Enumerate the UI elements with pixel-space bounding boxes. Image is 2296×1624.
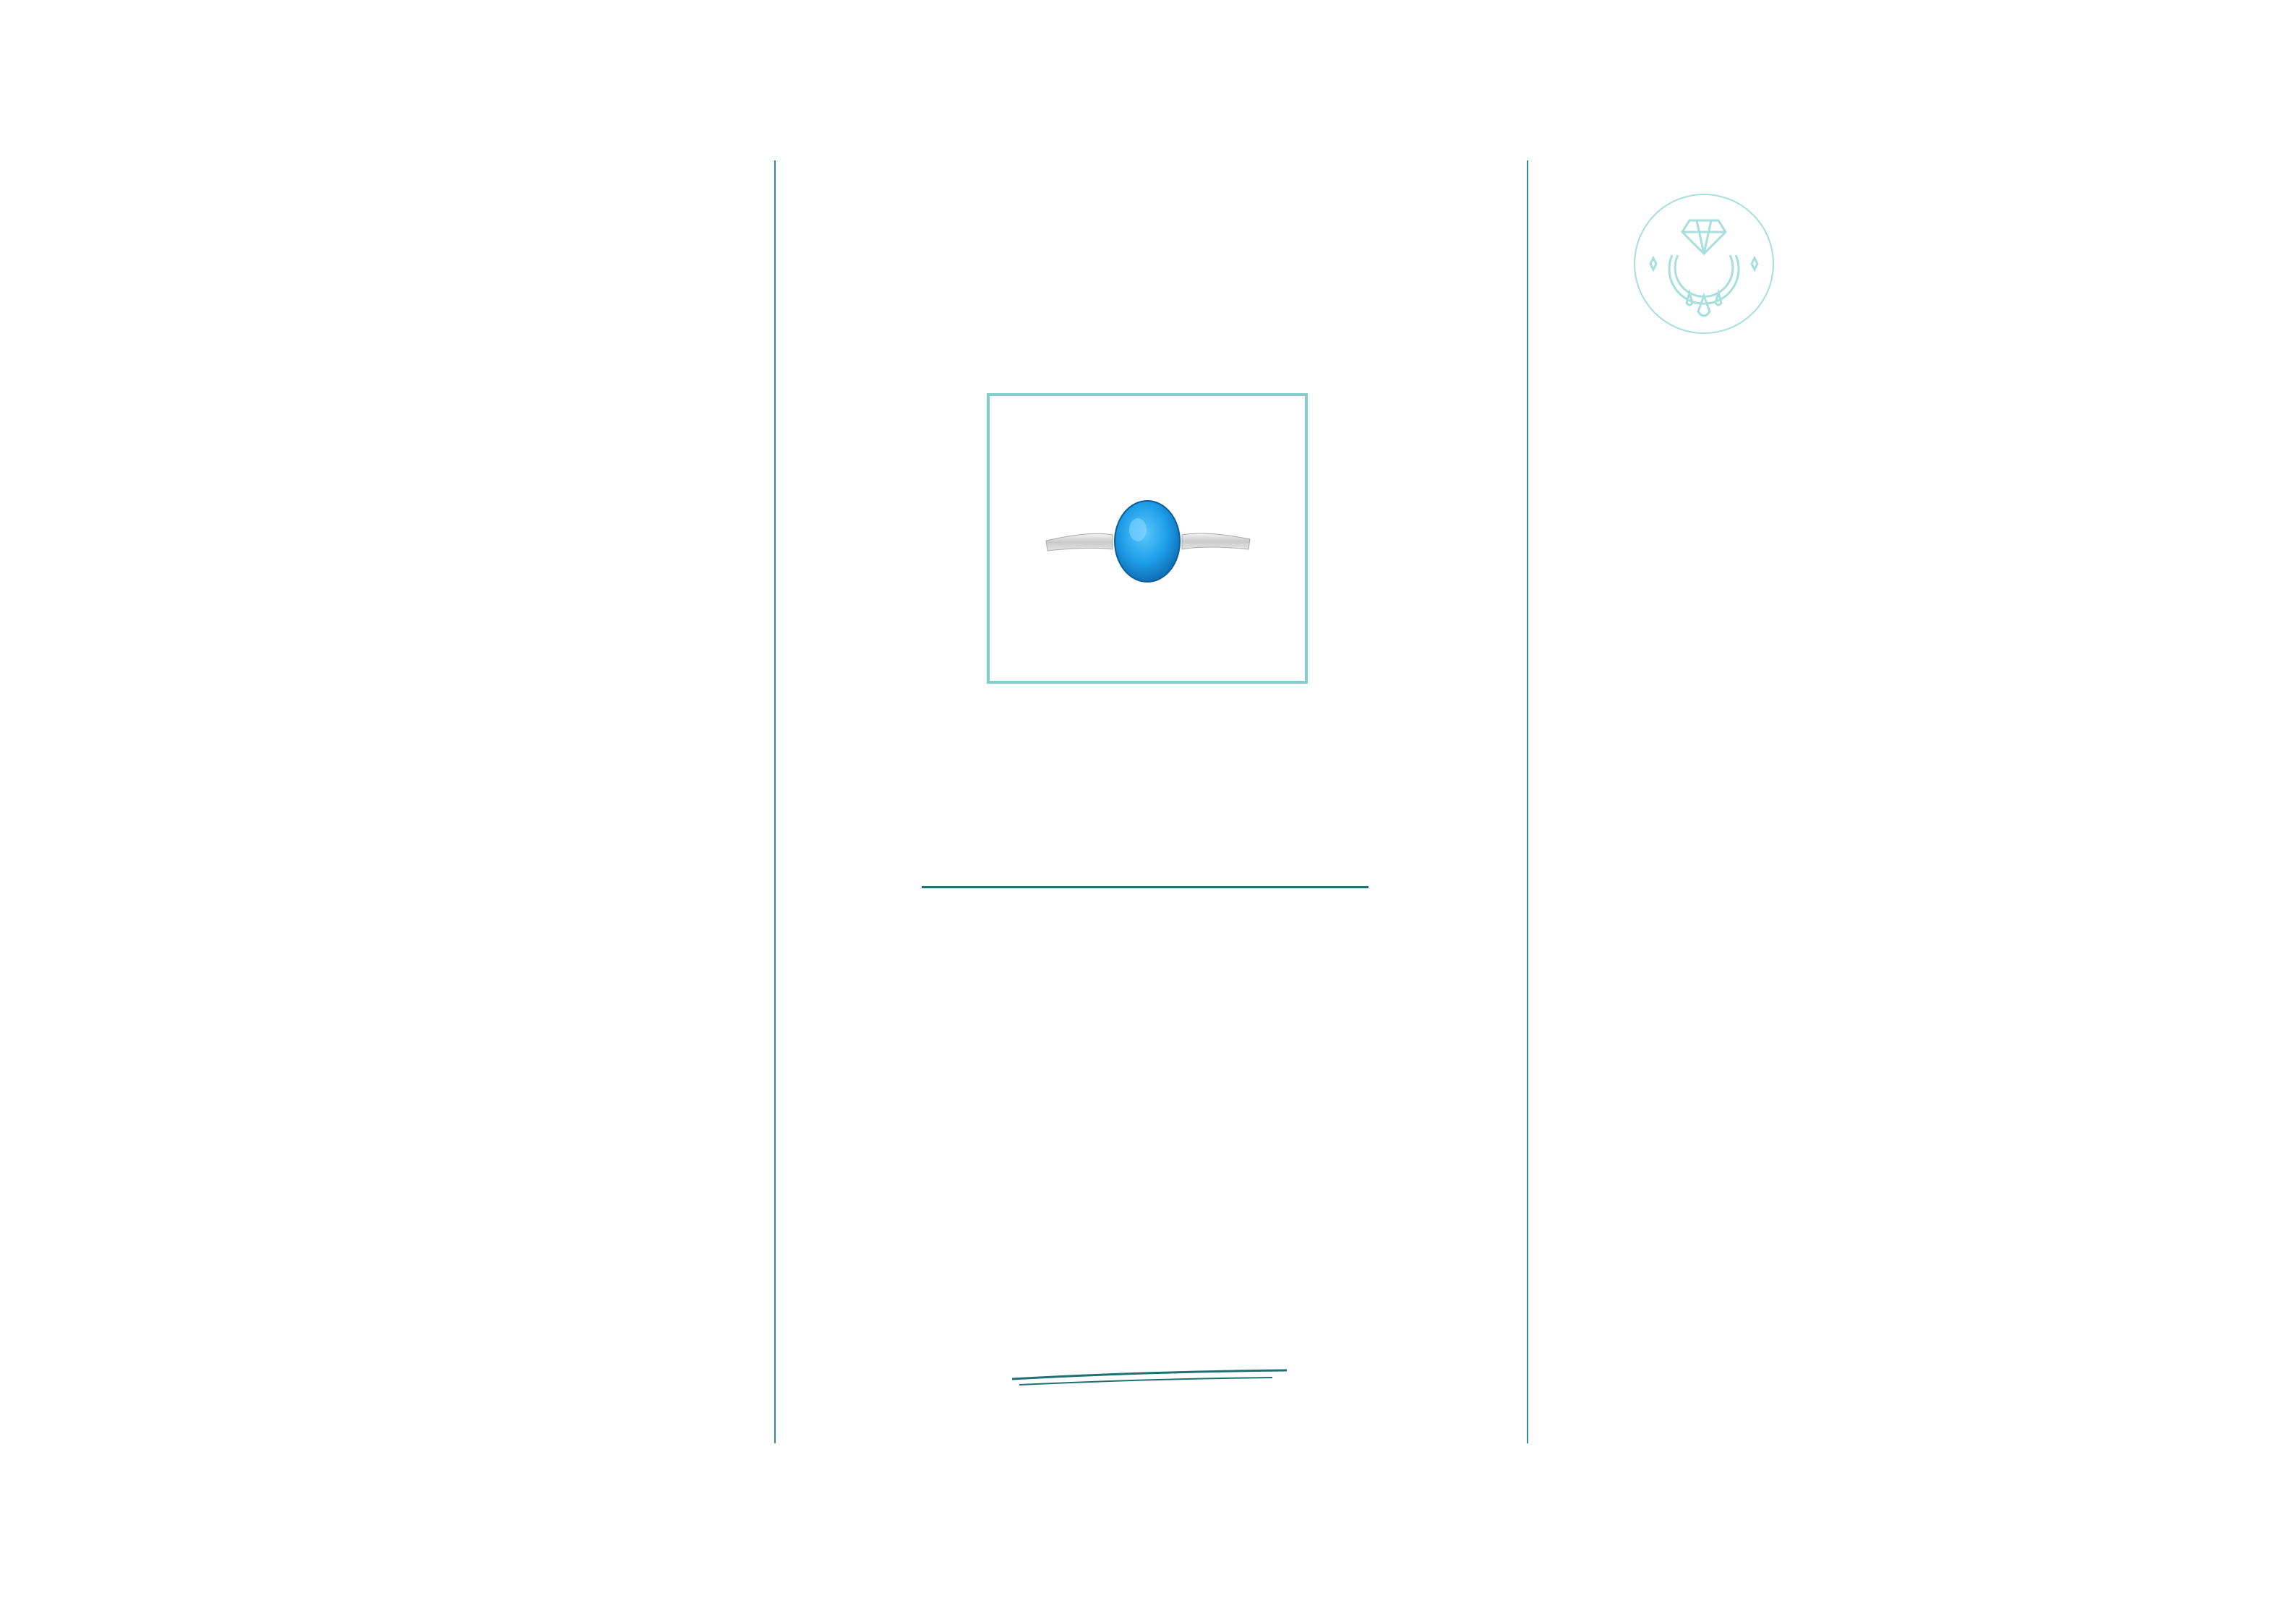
gemologist-signature: [998, 1286, 1301, 1395]
ring-photo: [990, 396, 1305, 681]
gemlab-seal-logo: [1609, 168, 1799, 359]
barcode: [206, 1395, 661, 1427]
ring-band-right: [1182, 533, 1250, 549]
signature-underline-2: [1019, 1378, 1272, 1385]
ring-band-left: [1046, 533, 1113, 551]
column-divider-right: [1527, 160, 1528, 1443]
column-divider-left: [774, 160, 776, 1443]
opal-highlight: [1129, 518, 1147, 541]
qr-code[interactable]: [1079, 1109, 1224, 1254]
jewelry-photo-frame: [987, 393, 1308, 684]
origin-underline: [922, 886, 1368, 888]
opal-stone: [1115, 501, 1180, 582]
